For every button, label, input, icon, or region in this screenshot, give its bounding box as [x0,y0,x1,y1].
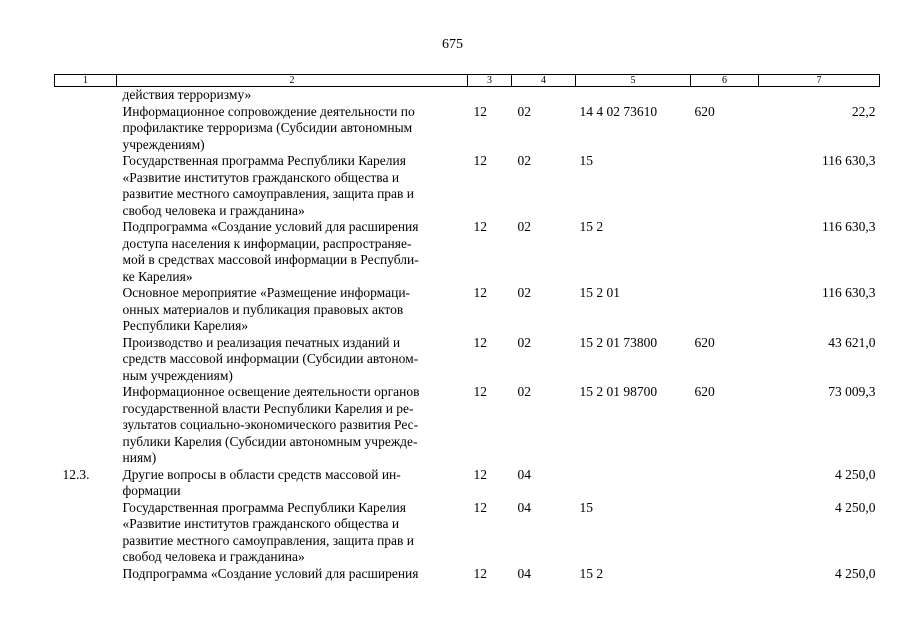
amount-value [759,87,880,104]
row-description [117,87,468,104]
table-row [55,219,880,285]
description-line: учреждениям) [122,136,205,152]
expense-type-code [691,566,759,583]
column-header-4: 4 [512,75,576,87]
table-row [55,285,880,335]
expense-type-code: 620 [694,384,715,399]
amount-value: 4 250,0 [835,499,876,515]
description-line: Другие вопросы в области средств массовой ин- [122,466,401,482]
description-line: развитие местного самоуправления, защита прав и [122,186,415,201]
row-description [117,335,468,385]
target-article-code: 15 [579,499,593,515]
amount-value: 4 250,0 [835,565,876,581]
amount-value: 22,2 [851,103,876,119]
amount-value: 4 250,0 [835,466,876,482]
table-row [55,566,880,583]
target-article-code: 15 [579,153,593,168]
expense-type-code [691,153,759,219]
table-row [55,104,880,154]
target-article-code: 15 2 [579,565,604,581]
amount-value: 116 630,3 [822,219,876,234]
description-line: «Развитие институтов гражданского общества и [122,516,400,531]
expense-type-code [691,467,759,500]
row-number [55,500,117,566]
page-number: 675 [442,37,463,52]
column-header-3: 3 [468,75,512,87]
row-description [117,104,468,154]
row-description [117,384,468,467]
description-line: Производство и реализация печатных изданий и [122,334,401,350]
column-header-2: 2 [117,75,468,87]
description-line: Информационное освещение деятельности органов [122,384,420,399]
target-article-code: 15 2 01 73800 [579,334,658,350]
row-description [117,467,468,500]
amount-value: 73 009,3 [828,384,876,399]
amount-value: 43 621,0 [828,334,876,350]
description-line: свобод человека и гражданина» [122,202,305,218]
row-description [117,566,468,583]
description-line: «Развитие институтов гражданского общества и [122,169,400,185]
budget-table [54,74,880,582]
expense-type-code [691,219,759,285]
description-line: Подпрограмма «Создание условий для расширения [122,565,419,581]
description-line: онных материалов и публикация правовых актов [122,301,404,317]
subsection-code: 04 [517,565,531,581]
description-line: действия терроризму» [122,87,252,102]
target-article-code: 15 2 01 [579,285,620,300]
table-row [55,335,880,385]
section-code: 12 [473,565,487,581]
description-line: ным учреждениям) [122,367,233,383]
target-article-code [576,87,691,104]
column-header-7: 7 [759,75,880,87]
subsection-code: 02 [517,384,531,399]
description-line: профилактике терроризма (Субсидии автономным [122,120,413,135]
description-line: ке Карелия» [122,268,193,284]
expense-type-code [691,285,759,335]
column-header-5: 5 [576,75,691,87]
section-code: 12 [473,499,487,515]
description-line: зультатов социально-экономического развития Рес- [122,417,419,432]
column-header-6: 6 [691,75,759,87]
expense-type-code [691,87,759,104]
row-number [55,335,117,385]
expense-type-code [691,500,759,566]
column-number-header [55,75,880,87]
row-description [117,153,468,219]
target-article-code: 14 4 02 73610 [579,103,658,119]
row-description [117,285,468,335]
description-line: государственной власти Республики Карелия и ре- [122,400,414,416]
subsection-code: 02 [517,285,531,300]
section-code: 12 [473,285,487,300]
section-code: 12 [473,334,487,350]
section-code: 12 [473,384,487,399]
row-number [55,104,117,154]
subsection-code: 02 [517,153,531,168]
subsection-code: 04 [517,466,531,482]
description-line: средств массовой информации (Субсидии автоном- [122,351,419,366]
column-header-1: 1 [55,75,117,87]
section-code: 12 [473,219,487,234]
table-row [55,153,880,219]
target-article-code: 15 2 01 98700 [579,384,658,399]
row-number [55,384,117,467]
description-line: публики Карелия (Субсидии автономным учрежде- [122,433,418,449]
subsection-code: 04 [517,499,531,515]
section-code [468,87,512,104]
target-article-code [576,467,691,500]
description-line: Основное мероприятие «Размещение информаци- [122,285,411,300]
row-number [55,285,117,335]
description-line: доступа населения к информации, распространяе- [122,235,412,251]
table-body [55,87,880,583]
table-row [55,384,880,467]
row-number [55,87,117,104]
target-article-code: 15 2 [579,219,604,234]
row-number [55,566,117,583]
description-line: свобод человека и гражданина» [122,549,305,564]
row-number [55,219,117,285]
row-number: 12.3. [62,466,90,482]
section-code: 12 [473,466,487,482]
subsection-code [512,87,576,104]
subsection-code: 02 [517,103,531,119]
description-line: Информационное сопровождение деятельности по [122,103,415,119]
table-row [55,87,880,104]
description-line: развитие местного самоуправления, защита прав и [122,532,415,548]
table-row [55,467,880,500]
description-line: Подпрограмма «Создание условий для расширения [122,219,419,234]
table-row [55,500,880,566]
description-line: мой в средствах массовой информации в Республи- [122,252,419,267]
subsection-code: 02 [517,219,531,234]
amount-value: 116 630,3 [822,285,876,300]
section-code: 12 [473,153,487,168]
expense-type-code: 620 [694,103,715,119]
row-description [117,500,468,566]
description-line: Государственная программа Республики Карелия [122,153,406,168]
expense-type-code: 620 [694,334,715,350]
row-number [55,153,117,219]
description-line: формации [122,483,181,498]
description-line: Государственная программа Республики Карелия [122,499,406,515]
description-line: Республики Карелия» [122,318,249,333]
amount-value: 116 630,3 [822,153,876,168]
description-line: ниям) [122,450,157,465]
row-description [117,219,468,285]
section-code: 12 [473,103,487,119]
subsection-code: 02 [517,334,531,350]
